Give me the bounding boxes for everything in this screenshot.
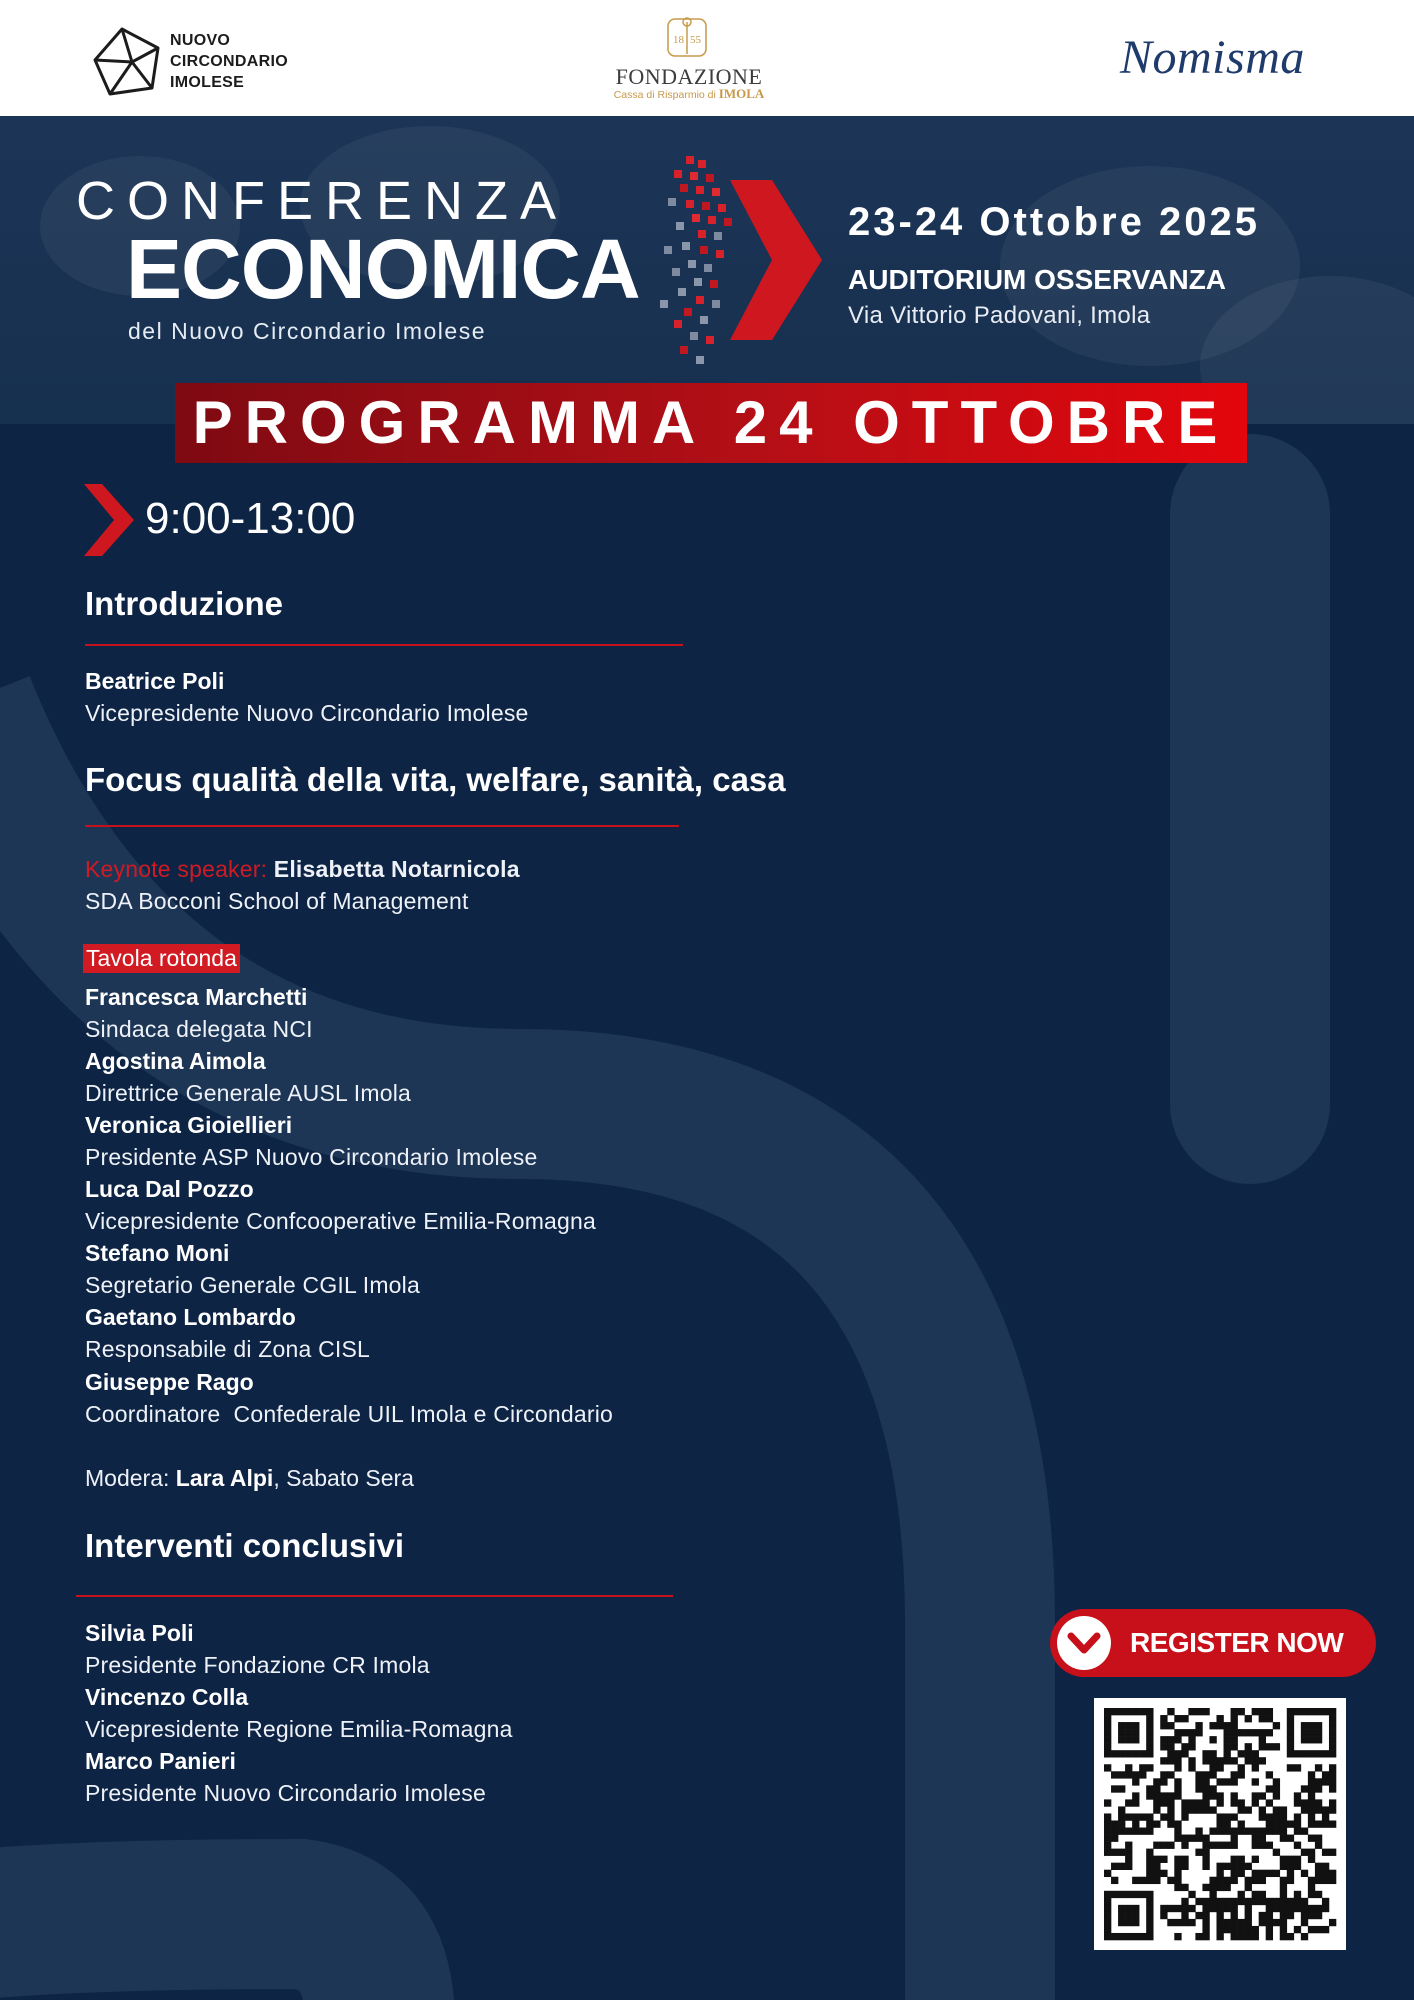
section-title-closing: Interventi conclusivi bbox=[85, 1527, 405, 1564]
speaker-role: Presidente Fondazione CR Imola bbox=[85, 1652, 430, 1678]
tavola-rotonda-label: Tavola rotonda bbox=[83, 944, 240, 973]
arrow-pixels bbox=[660, 156, 732, 364]
panelist-name: Stefano Moni bbox=[85, 1240, 230, 1266]
panelist-role: Presidente ASP Nuovo Circondario Imolese bbox=[85, 1144, 538, 1170]
pixel-arrow-graphic bbox=[650, 150, 830, 370]
fondazione-key-icon bbox=[667, 16, 707, 58]
panelist-name: Agostina Aimola bbox=[85, 1048, 266, 1074]
program-banner bbox=[175, 383, 1247, 463]
speaker-name: Vincenzo Colla bbox=[85, 1684, 249, 1710]
panelist-role: Sindaca delegata NCI bbox=[85, 1016, 313, 1042]
panelist-role: Coordinatore Confederale UIL Imola e Circondario bbox=[85, 1401, 613, 1427]
svg-text:18: 18 bbox=[673, 34, 684, 46]
section-divider bbox=[85, 644, 683, 646]
section-title-intro: Introduzione bbox=[85, 585, 283, 622]
keynote-label: Keynote speaker: bbox=[85, 856, 268, 882]
event-date: 23-24 Ottobre 2025 bbox=[848, 200, 1260, 244]
hero-title-line2: ECONOMICA bbox=[126, 222, 640, 316]
registration-qr-code[interactable] bbox=[1094, 1698, 1346, 1950]
event-venue: AUDITORIUM OSSERVANZA bbox=[848, 264, 1227, 295]
fondazione-title: FONDAZIONE bbox=[615, 64, 763, 89]
panelist-role: Segretario Generale CGIL Imola bbox=[85, 1272, 420, 1298]
nomisma-logo: Nomisma bbox=[1120, 31, 1305, 84]
program-banner-title: PROGRAMMA 24 OTTOBRE bbox=[192, 389, 1230, 456]
fondazione-subtitle: Cassa di Risparmio di IMOLA bbox=[613, 86, 765, 101]
panelist-name: Francesca Marchetti bbox=[85, 984, 308, 1010]
speaker-role: Presidente Nuovo Circondario Imolese bbox=[85, 1780, 486, 1806]
register-now-button[interactable] bbox=[1050, 1609, 1376, 1677]
arrow-chevron bbox=[730, 180, 822, 340]
check-icon bbox=[1057, 1616, 1111, 1670]
hero-title-line1: CONFERENZA bbox=[76, 171, 569, 231]
nci-logo-icon bbox=[92, 26, 164, 98]
section-divider bbox=[76, 1595, 673, 1597]
panelist-role: Vicepresidente Confcooperative Emilia-Romagna bbox=[85, 1208, 597, 1234]
nci-logo-text: NUOVO CIRCONDARIO IMOLESE bbox=[170, 32, 288, 91]
panelist-role: Responsabile di Zona CISL bbox=[85, 1336, 370, 1362]
speaker-role: Vicepresidente Nuovo Circondario Imolese bbox=[85, 700, 529, 726]
speaker-name: Marco Panieri bbox=[85, 1748, 236, 1774]
panelist-role: Direttrice Generale AUSL Imola bbox=[85, 1080, 412, 1106]
speaker-role: Vicepresidente Regione Emilia-Romagna bbox=[85, 1716, 513, 1742]
register-now-label: REGISTER NOW bbox=[1130, 1627, 1344, 1658]
time-slot: 9:00-13:00 bbox=[145, 494, 356, 543]
panelist-name: Luca Dal Pozzo bbox=[85, 1176, 254, 1202]
svg-text:55: 55 bbox=[690, 34, 701, 46]
moderator-name: Lara Alpi bbox=[175, 1465, 274, 1491]
event-address: Via Vittorio Padovani, Imola bbox=[848, 302, 1151, 329]
qr-code-icon bbox=[1094, 1698, 1346, 1950]
panelist-name: Gaetano Lombardo bbox=[85, 1304, 296, 1330]
chevron-right-icon bbox=[84, 484, 134, 556]
section-title-focus: Focus qualità della vita, welfare, sanità, casa bbox=[85, 761, 786, 798]
moderator-line: Modera: Lara Alpi, Sabato Sera bbox=[85, 1465, 414, 1491]
keynote-name: Elisabetta Notarnicola bbox=[273, 856, 520, 882]
speaker-name: Beatrice Poli bbox=[85, 668, 225, 694]
panelist-name: Giuseppe Rago bbox=[85, 1369, 254, 1395]
keynote-line bbox=[85, 856, 520, 883]
check-circle-icon bbox=[1057, 1616, 1111, 1670]
hero-subtitle: del Nuovo Circondario Imolese bbox=[128, 318, 486, 344]
panelist-name: Veronica Gioiellieri bbox=[85, 1112, 293, 1138]
speaker-name: Silvia Poli bbox=[85, 1620, 194, 1646]
keynote-role: SDA Bocconi School of Management bbox=[85, 888, 469, 914]
section-divider bbox=[85, 825, 679, 827]
